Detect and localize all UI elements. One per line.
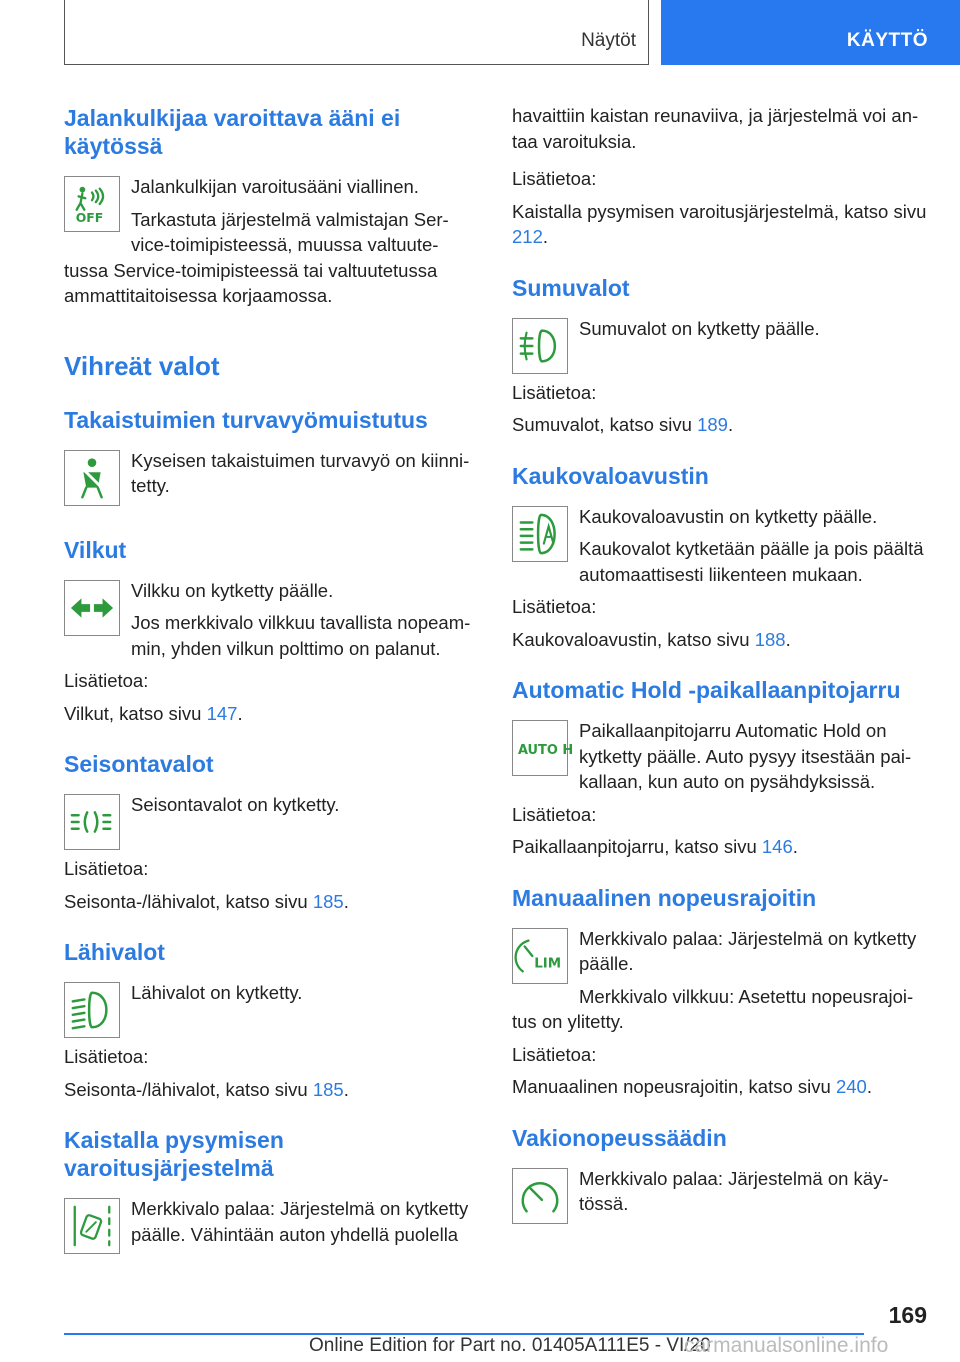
lane-warning-page-link[interactable]: 212: [512, 226, 543, 247]
left-column: [64, 100, 479, 1260]
lane-warning-more-label: Lisätietoa:: [512, 168, 597, 189]
cruise-control-icon: [512, 1168, 568, 1224]
turn-signal-arrows-icon: [64, 580, 120, 636]
turn-signals-page-link[interactable]: 147: [206, 702, 238, 724]
auto-hold-entry: [512, 718, 928, 802]
speed-limiter-title: Manuaalinen nopeusrajoitin: [512, 884, 817, 911]
fog-lights-text: Sumuvalot on kytketty päälle.: [579, 317, 820, 339]
turn-signals-entry: [64, 578, 479, 669]
high-beam-assistant-entry: [512, 504, 928, 595]
page-number: 169: [888, 1302, 927, 1328]
parking-lights-entry: [64, 792, 479, 856]
svg-text:LIM: LIM: [534, 956, 562, 971]
parking-lights-page-link[interactable]: 185: [312, 890, 344, 912]
parking-lights-text: Seisontavalot on kytketty.: [131, 794, 340, 815]
cruise-control-title: Vakionopeussäädin: [512, 1124, 727, 1151]
parking-lights-reference: Seisonta-/lähivalot, katso sivu 185.: [64, 890, 349, 912]
speed-limiter-text-2: Merkkivalo vilkkuu: Asetettu nopeusrajoi-tus on ylitetty.: [512, 985, 914, 1032]
turn-signals-title: Vilkut: [64, 536, 127, 563]
turn-signals-reference-text: Vilkut, katso sivu: [64, 702, 207, 724]
lane-warning-title: Kaistalla pysymisen varoitusjärjestelmä: [64, 1127, 284, 1181]
high-beam-assistant-icon: [512, 506, 568, 562]
svg-text:OFF: OFF: [75, 210, 104, 226]
header-chapter-title: KÄYTTÖ: [846, 30, 928, 51]
auto-hold-page-link[interactable]: 146: [761, 836, 793, 857]
right-column: [512, 100, 928, 1230]
fog-lights-reference: Sumuvalot, katso sivu 189.: [512, 414, 734, 435]
lane-warning-reference: Kaistalla pysymisen varoitusjärjestelmä, katso sivu 212.: [512, 200, 927, 247]
header-chapter-tab[interactable]: [661, 0, 960, 65]
pedestrian-warning-entry: [64, 174, 479, 316]
auto-hold-title: Automatic Hold -paikallaanpitojarru: [512, 677, 901, 703]
pedestrian-warning-title: Jalankulkijaa varoittava ääni ei käytössä: [64, 105, 401, 159]
low-beam-text: Lähivalot on kytketty.: [131, 982, 303, 1003]
fog-lights-page-link[interactable]: 189: [697, 414, 728, 435]
green-lights-heading: Vihreät valot: [64, 350, 220, 381]
auto-hold-more-label: Lisätietoa:: [512, 803, 597, 825]
high-beam-assistant-reference: Kaukovaloavustin, katso sivu 188.: [512, 628, 791, 650]
fog-lights-reference-text: Sumuvalot, katso sivu: [512, 414, 698, 435]
header-section-box: [64, 0, 649, 65]
parking-lights-more-label: Lisätietoa:: [64, 858, 149, 879]
pedestrian-warning-off-icon: [64, 176, 120, 232]
lane-departure-warning-icon: [64, 1198, 120, 1254]
seatbelt-reminder-text: Kyseisen takaistuimen turvavyö on kiinni-tetty.: [131, 449, 470, 496]
high-beam-assistant-more-label: Lisätietoa:: [512, 596, 597, 617]
pedestrian-warning-text-2: Tarkastuta järjestelmä valmistajan Ser-vice-toimipisteessä, muussa valtuute-tussa Service-toimipisteessä tai valtuutetussa ammattitaitoisessa korjaamossa.: [64, 208, 449, 306]
speed-limiter-icon: [512, 928, 568, 984]
speed-limiter-reference: Manuaalinen nopeusrajoitin, katso sivu 240.: [512, 1076, 872, 1097]
turn-signals-text-1: Vilkku on kytketty päälle.: [131, 579, 334, 601]
speed-limiter-text-1: Merkkivalo palaa: Järjestelmä on kytketty päälle.: [579, 927, 917, 974]
parking-lights-icon: [64, 794, 120, 850]
auto-hold-reference-text: Paikallaanpitojarru, katso sivu: [512, 836, 762, 857]
lane-warning-reference-text: Kaistalla pysymisen varoitusjärjestelmä, katso sivu: [512, 200, 927, 222]
low-beam-reference-text: Seisonta-/lähivalot, katso sivu: [64, 1078, 313, 1100]
auto-hold-reference: Paikallaanpitojarru, katso sivu 146.: [512, 836, 798, 857]
speed-limiter-page-link[interactable]: 240: [835, 1076, 867, 1097]
lane-warning-text: Merkkivalo palaa: Järjestelmä on kytketty päälle. Vähintään auton yhdellä puolella: [131, 1198, 469, 1245]
low-beam-more-label: Lisätietoa:: [64, 1046, 149, 1067]
low-beam-entry: [64, 980, 479, 1044]
low-beam-title: Lähivalot: [64, 939, 165, 965]
seatbelt-reminder-entry: [64, 448, 479, 512]
auto-hold-text: Paikallaanpitojarru Automatic Hold on kytketty päälle. Auto pysyy itsestään pai-kallaan, kun auto on pysähdyksissä.: [579, 720, 912, 792]
turn-signals-text-2: Jos merkkivalo vilkkuu tavallista nopeam-min, yhden vilkun polttimo on palanut.: [131, 612, 471, 659]
svg-text:AUTO H: AUTO H: [517, 742, 574, 758]
fog-light-icon: [512, 318, 568, 374]
turn-signals-more-label: Lisätietoa:: [64, 670, 149, 691]
high-beam-assistant-reference-text: Kaukovaloavustin, katso sivu: [512, 628, 755, 650]
high-beam-assistant-title: Kaukovaloavustin: [512, 462, 709, 489]
high-beam-assistant-text-1: Kaukovaloavustin on kytketty päälle.: [579, 505, 878, 527]
footer-watermark: carmanualsonline.info: [684, 1334, 889, 1357]
high-beam-assistant-text-2: Kaukovalot kytketään päälle ja pois päältä automaattisesti liikenteen mukaan.: [579, 538, 924, 585]
parking-lights-reference-text: Seisonta-/lähivalot, katso sivu: [64, 890, 313, 912]
fog-lights-entry: [512, 316, 928, 380]
header-section-title: Näytöt: [581, 30, 636, 51]
parking-lights-title: Seisontavalot: [64, 751, 214, 777]
footer-edition: Online Edition for Part no. 01405A111E5 - VI/20: [309, 1335, 711, 1356]
low-beam-page-link[interactable]: 185: [312, 1078, 344, 1100]
low-beam-icon: [64, 982, 120, 1038]
auto-hold-icon: [512, 720, 574, 776]
fog-lights-more-label: Lisätietoa:: [512, 381, 597, 403]
lane-warning-entry: [64, 1196, 479, 1260]
lane-warning-text-continued: havaittiin kaistan reunaviiva, ja järjestelmä voi an-taa varoituksia.: [512, 105, 919, 152]
fog-lights-title: Sumuvalot: [512, 274, 630, 301]
seatbelt-reminder-icon: [64, 450, 120, 506]
high-beam-assistant-page-link[interactable]: 188: [754, 628, 786, 650]
speed-limiter-entry: [512, 926, 928, 1042]
turn-signals-reference: Vilkut, katso sivu 147.: [64, 702, 243, 724]
cruise-control-text: Merkkivalo palaa: Järjestelmä on käy-tössä.: [579, 1167, 889, 1214]
low-beam-reference: Seisonta-/lähivalot, katso sivu 185.: [64, 1078, 349, 1100]
cruise-control-entry: [512, 1166, 928, 1230]
pedestrian-warning-text-1: Jalankulkijan varoitusääni viallinen.: [131, 176, 419, 197]
speed-limiter-reference-text: Manuaalinen nopeusrajoitin, katso sivu: [512, 1076, 836, 1097]
speed-limiter-more-label: Lisätietoa:: [512, 1043, 597, 1065]
seatbelt-reminder-title: Takaistuimien turvavyömuistutus: [64, 406, 428, 433]
